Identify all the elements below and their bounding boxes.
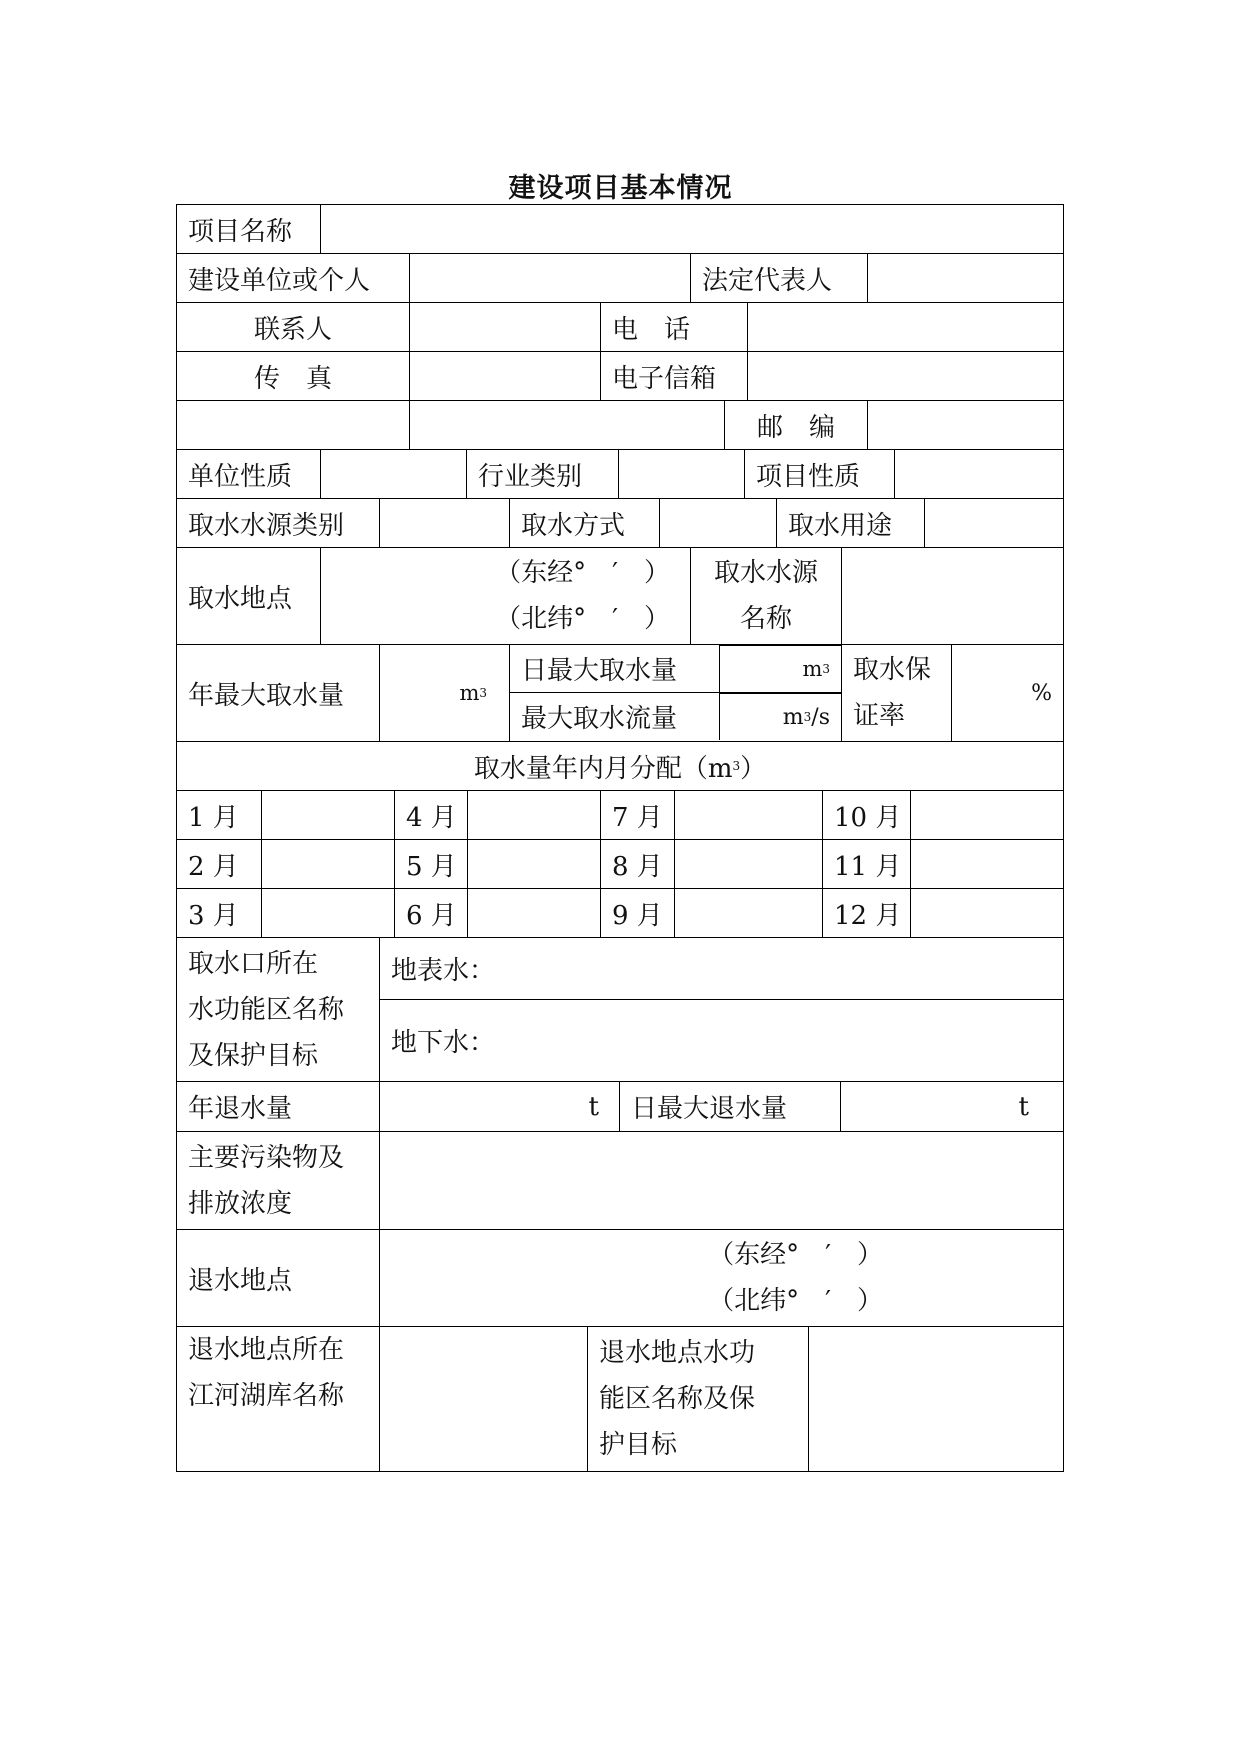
annual-max-field[interactable]: m 3 xyxy=(380,645,510,741)
month-label: 2 月 xyxy=(177,840,262,888)
row-monthly-header xyxy=(176,742,1064,791)
row-contact xyxy=(176,303,1064,352)
row-months-3 xyxy=(176,889,1064,938)
row-builder xyxy=(176,254,1064,303)
postcode-field[interactable] xyxy=(868,401,1063,449)
month-value-field[interactable] xyxy=(675,840,823,888)
contact-label: 联系人 xyxy=(177,303,410,351)
project-info-form xyxy=(176,204,1064,1472)
row-months-1 xyxy=(176,791,1064,840)
max-flow-row xyxy=(510,693,841,740)
monthly-header: 取水量年内月分配（m 3 ） xyxy=(473,753,767,784)
function-zone-label: 取水口所在 水功能区名称 及保护目标 xyxy=(177,938,380,1081)
month-label: 11 月 xyxy=(823,840,911,888)
month-label: 4 月 xyxy=(395,791,468,839)
annual-return-field[interactable] xyxy=(380,1082,620,1131)
row-intake-location xyxy=(176,548,1064,645)
guarantee-label: 取水保 证率 xyxy=(842,645,952,741)
river-name-label: 退水地点所在 江河湖库名称 xyxy=(177,1327,380,1471)
intake-north-latitude: （北纬° ′ ） xyxy=(495,604,670,634)
month-value-field[interactable] xyxy=(911,889,1063,937)
daily-max-label: 日最大取水量 xyxy=(510,645,720,692)
month-value-field[interactable] xyxy=(675,791,823,839)
address-label-blank xyxy=(177,401,410,449)
intake-east-longitude: （东经° ′ ） xyxy=(495,558,670,588)
month-label: 7 月 xyxy=(601,791,675,839)
month-value-field[interactable] xyxy=(468,791,601,839)
month-value-field[interactable] xyxy=(468,889,601,937)
month-label: 10 月 xyxy=(823,791,911,839)
industry-field[interactable] xyxy=(619,450,745,498)
month-label: 6 月 xyxy=(395,889,468,937)
month-label: 12 月 xyxy=(823,889,911,937)
pollutant-field[interactable] xyxy=(380,1132,1063,1229)
phone-label: 电 话 xyxy=(601,303,748,351)
intake-method-label: 取水方式 xyxy=(510,499,660,547)
daily-flow-group xyxy=(510,645,842,741)
daily-max-field[interactable]: m 3 xyxy=(720,645,841,692)
row-quantities xyxy=(176,645,1064,742)
project-nature-field[interactable] xyxy=(895,450,1063,498)
page-title: 建设项目基本情况 xyxy=(508,173,733,204)
builder-label: 建设单位或个人 xyxy=(177,254,410,302)
legal-rep-label: 法定代表人 xyxy=(691,254,868,302)
row-function-zone xyxy=(176,938,1064,1082)
unit-nature-field[interactable] xyxy=(321,450,467,498)
intake-use-label: 取水用途 xyxy=(777,499,925,547)
max-flow-field[interactable]: m 3 /s xyxy=(720,693,841,740)
return-north-latitude: （北纬° ′ ） xyxy=(708,1286,883,1316)
month-value-field[interactable] xyxy=(262,889,395,937)
month-label: 1 月 xyxy=(177,791,262,839)
month-label: 9 月 xyxy=(601,889,675,937)
row-return-quantity xyxy=(176,1082,1064,1132)
return-zone-field[interactable] xyxy=(809,1327,1063,1471)
daily-max-unit: m xyxy=(802,657,823,681)
intake-method-field[interactable] xyxy=(660,499,777,547)
month-label: 8 月 xyxy=(601,840,675,888)
return-zone-label: 退水地点水功 能区名称及保 护目标 xyxy=(588,1327,809,1471)
month-value-field[interactable] xyxy=(911,791,1063,839)
intake-coordinates[interactable] xyxy=(321,548,691,644)
function-zone-fields xyxy=(380,938,1063,1081)
river-name-field[interactable] xyxy=(380,1327,588,1471)
project-name-label: 项目名称 xyxy=(177,205,321,253)
row-return-river xyxy=(176,1327,1064,1472)
month-label: 5 月 xyxy=(395,840,468,888)
max-flow-label: 最大取水流量 xyxy=(510,693,720,740)
builder-field[interactable] xyxy=(410,254,691,302)
month-label: 3 月 xyxy=(177,889,262,937)
annual-return-label: 年退水量 xyxy=(177,1082,380,1131)
month-value-field[interactable] xyxy=(262,791,395,839)
address-field[interactable] xyxy=(410,401,725,449)
pollutant-label: 主要污染物及 排放浓度 xyxy=(177,1132,380,1229)
row-nature xyxy=(176,450,1064,499)
email-label: 电子信箱 xyxy=(601,352,748,400)
month-value-field[interactable] xyxy=(911,840,1063,888)
contact-field[interactable] xyxy=(410,303,601,351)
legal-rep-field[interactable] xyxy=(868,254,1063,302)
fax-field[interactable] xyxy=(410,352,601,400)
annual-max-label: 年最大取水量 xyxy=(177,645,380,741)
daily-return-field[interactable] xyxy=(841,1082,1063,1131)
source-name-field[interactable] xyxy=(842,548,1063,644)
daily-max-row xyxy=(510,645,841,693)
unit-nature-label: 单位性质 xyxy=(177,450,321,498)
surface-water-field[interactable]: 地表水： xyxy=(391,956,496,986)
row-months-2 xyxy=(176,840,1064,889)
email-field[interactable] xyxy=(748,352,1063,400)
intake-use-field[interactable] xyxy=(925,499,1063,547)
source-type-field[interactable] xyxy=(380,499,510,547)
source-type-label: 取水水源类别 xyxy=(177,499,380,547)
return-east-longitude: （东经° ′ ） xyxy=(708,1240,883,1270)
month-value-field[interactable] xyxy=(262,840,395,888)
month-value-field[interactable] xyxy=(468,840,601,888)
phone-field[interactable] xyxy=(748,303,1063,351)
return-location-label: 退水地点 xyxy=(177,1230,380,1326)
fax-label: 传 真 xyxy=(177,352,410,400)
row-fax xyxy=(176,352,1064,401)
month-value-field[interactable] xyxy=(675,889,823,937)
row-pollutants xyxy=(176,1132,1064,1230)
ground-water-field[interactable]: 地下水： xyxy=(380,999,1063,1081)
source-name-label: 取水水源 名称 xyxy=(691,548,842,644)
industry-label: 行业类别 xyxy=(467,450,619,498)
guarantee-unit: % xyxy=(1031,680,1052,706)
annual-return-unit: t xyxy=(588,1091,599,1122)
max-flow-unit: m xyxy=(782,704,804,730)
row-address xyxy=(176,401,1064,450)
row-project-name xyxy=(176,204,1064,254)
project-name-field[interactable] xyxy=(321,205,1063,253)
postcode-label: 邮 编 xyxy=(725,401,868,449)
guarantee-field[interactable] xyxy=(952,645,1063,741)
row-source xyxy=(176,499,1064,548)
return-coordinates[interactable] xyxy=(380,1230,1063,1326)
daily-return-unit: t xyxy=(1018,1091,1029,1122)
intake-location-label: 取水地点 xyxy=(177,548,321,644)
annual-max-unit: m xyxy=(459,681,480,705)
project-nature-label: 项目性质 xyxy=(745,450,895,498)
row-return-location xyxy=(176,1230,1064,1327)
daily-return-label: 日最大退水量 xyxy=(620,1082,841,1131)
